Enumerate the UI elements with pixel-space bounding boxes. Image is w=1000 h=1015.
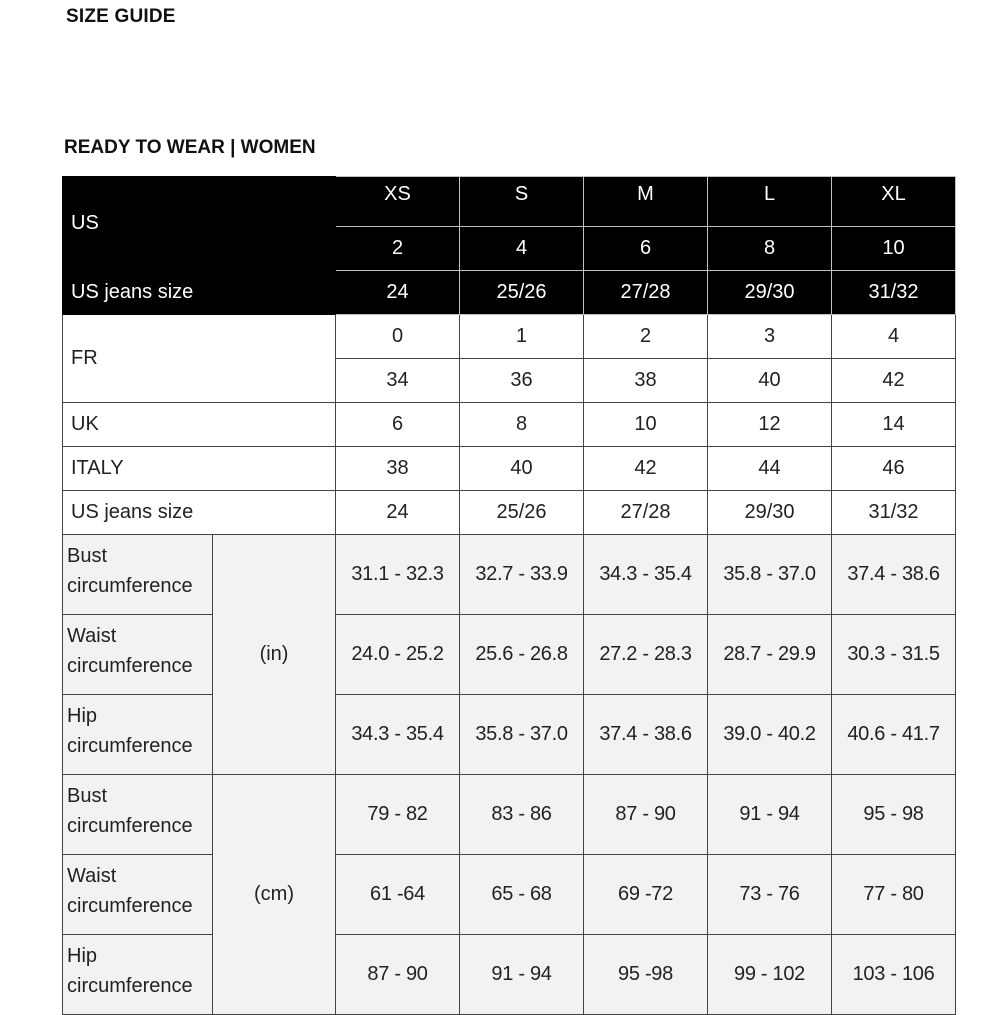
us-numeric-cell: 4: [460, 227, 584, 271]
measure-cell: 37.4 - 38.6: [832, 535, 956, 615]
measure-cell: 87 - 90: [584, 775, 708, 855]
fr-cell: 34: [336, 359, 460, 403]
measure-cell: 79 - 82: [336, 775, 460, 855]
us-label: US: [63, 177, 336, 271]
measure-cell: 27.2 - 28.3: [584, 615, 708, 695]
fr-label: FR: [63, 315, 336, 403]
table-row-jeans: [63, 491, 956, 535]
table-row-italy: [63, 447, 956, 491]
page-title: SIZE GUIDE: [66, 6, 176, 27]
table-row-bust-cm: [63, 775, 956, 855]
fr-cell: 36: [460, 359, 584, 403]
italy-cell: 38: [336, 447, 460, 491]
jeans-cell: 25/26: [460, 491, 584, 535]
hip-label-line2: circumference: [67, 735, 193, 757]
unit-centimetres: (cm): [213, 775, 336, 1015]
measure-cell: 40.6 - 41.7: [832, 695, 956, 775]
table-row-uk: [63, 403, 956, 447]
fr-cell: 40: [708, 359, 832, 403]
measure-cell: 95 -98: [584, 935, 708, 1015]
size-letter-cell: S: [460, 177, 584, 227]
jeans-cell: 24: [336, 491, 460, 535]
uk-cell: 10: [584, 403, 708, 447]
table-row-fr-1: [63, 315, 956, 359]
jeans-cell: 29/30: [708, 491, 832, 535]
jeans-size-cell: 31/32: [832, 271, 956, 315]
measure-cell: 77 - 80: [832, 855, 956, 935]
italy-label: ITALY: [63, 447, 336, 491]
table-row-bust-in: [63, 535, 956, 615]
measure-cell: 31.1 - 32.3: [336, 535, 460, 615]
bust-label-line1: Bust: [67, 785, 108, 807]
measure-cell: 87 - 90: [336, 935, 460, 1015]
jeans-size-cell: 27/28: [584, 271, 708, 315]
fr-cell: 1: [460, 315, 584, 359]
size-letter-cell: M: [584, 177, 708, 227]
bust-label-cm: [63, 775, 213, 855]
size-guide-table: [62, 176, 956, 1015]
jeans-label: US jeans size: [63, 491, 336, 535]
uk-cell: 14: [832, 403, 956, 447]
measure-cell: 91 - 94: [460, 935, 584, 1015]
table-row-waist-in: [63, 615, 956, 695]
measure-cell: 34.3 - 35.4: [584, 535, 708, 615]
hip-label-line2: circumference: [67, 975, 193, 997]
us-numeric-cell: 10: [832, 227, 956, 271]
uk-cell: 6: [336, 403, 460, 447]
hip-label-cm: [63, 935, 213, 1015]
waist-label-line2: circumference: [67, 655, 193, 677]
size-letter-cell: XS: [336, 177, 460, 227]
measure-cell: 32.7 - 33.9: [460, 535, 584, 615]
italy-cell: 46: [832, 447, 956, 491]
jeans-size-cell: 29/30: [708, 271, 832, 315]
measure-cell: 73 - 76: [708, 855, 832, 935]
us-numeric-cell: 2: [336, 227, 460, 271]
fr-cell: 0: [336, 315, 460, 359]
measure-cell: 24.0 - 25.2: [336, 615, 460, 695]
italy-cell: 42: [584, 447, 708, 491]
measure-cell: 25.6 - 26.8: [460, 615, 584, 695]
header-jeans-label: US jeans size: [63, 271, 336, 315]
measure-cell: 35.8 - 37.0: [460, 695, 584, 775]
measure-cell: 69 -72: [584, 855, 708, 935]
size-letter-cell: XL: [832, 177, 956, 227]
us-numeric-cell: 8: [708, 227, 832, 271]
bust-label-in: [63, 535, 213, 615]
fr-cell: 3: [708, 315, 832, 359]
hip-label-line1: Hip: [67, 945, 98, 967]
measure-cell: 35.8 - 37.0: [708, 535, 832, 615]
measure-cell: 30.3 - 31.5: [832, 615, 956, 695]
section-title: READY TO WEAR | WOMEN: [64, 137, 316, 158]
hip-label-in: [63, 695, 213, 775]
waist-label-in: [63, 615, 213, 695]
table-row-hip-in: [63, 695, 956, 775]
hip-label-line1: Hip: [67, 705, 98, 727]
measure-cell: 28.7 - 29.9: [708, 615, 832, 695]
size-letter-cell: L: [708, 177, 832, 227]
waist-label-line1: Waist: [67, 865, 117, 887]
waist-label-cm: [63, 855, 213, 935]
measure-cell: 95 - 98: [832, 775, 956, 855]
jeans-size-cell: 25/26: [460, 271, 584, 315]
measure-cell: 37.4 - 38.6: [584, 695, 708, 775]
uk-cell: 8: [460, 403, 584, 447]
table-row-hip-cm: [63, 935, 956, 1015]
jeans-cell: 27/28: [584, 491, 708, 535]
uk-label: UK: [63, 403, 336, 447]
fr-cell: 2: [584, 315, 708, 359]
fr-cell: 42: [832, 359, 956, 403]
waist-label-line2: circumference: [67, 895, 193, 917]
measure-cell: 91 - 94: [708, 775, 832, 855]
measure-cell: 34.3 - 35.4: [336, 695, 460, 775]
uk-cell: 12: [708, 403, 832, 447]
bust-label-line2: circumference: [67, 815, 193, 837]
header-row-letter: [63, 177, 956, 227]
header-row-jeans: [63, 271, 956, 315]
measure-cell: 103 - 106: [832, 935, 956, 1015]
measure-cell: 61 -64: [336, 855, 460, 935]
measure-cell: 65 - 68: [460, 855, 584, 935]
table-row-waist-cm: [63, 855, 956, 935]
measure-cell: 83 - 86: [460, 775, 584, 855]
italy-cell: 40: [460, 447, 584, 491]
jeans-cell: 31/32: [832, 491, 956, 535]
bust-label-line1: Bust: [67, 545, 108, 567]
italy-cell: 44: [708, 447, 832, 491]
us-numeric-cell: 6: [584, 227, 708, 271]
jeans-size-cell: 24: [336, 271, 460, 315]
measure-cell: 99 - 102: [708, 935, 832, 1015]
fr-cell: 4: [832, 315, 956, 359]
measure-cell: 39.0 - 40.2: [708, 695, 832, 775]
waist-label-line1: Waist: [67, 625, 117, 647]
bust-label-line2: circumference: [67, 575, 193, 597]
unit-inches: (in): [213, 535, 336, 775]
fr-cell: 38: [584, 359, 708, 403]
